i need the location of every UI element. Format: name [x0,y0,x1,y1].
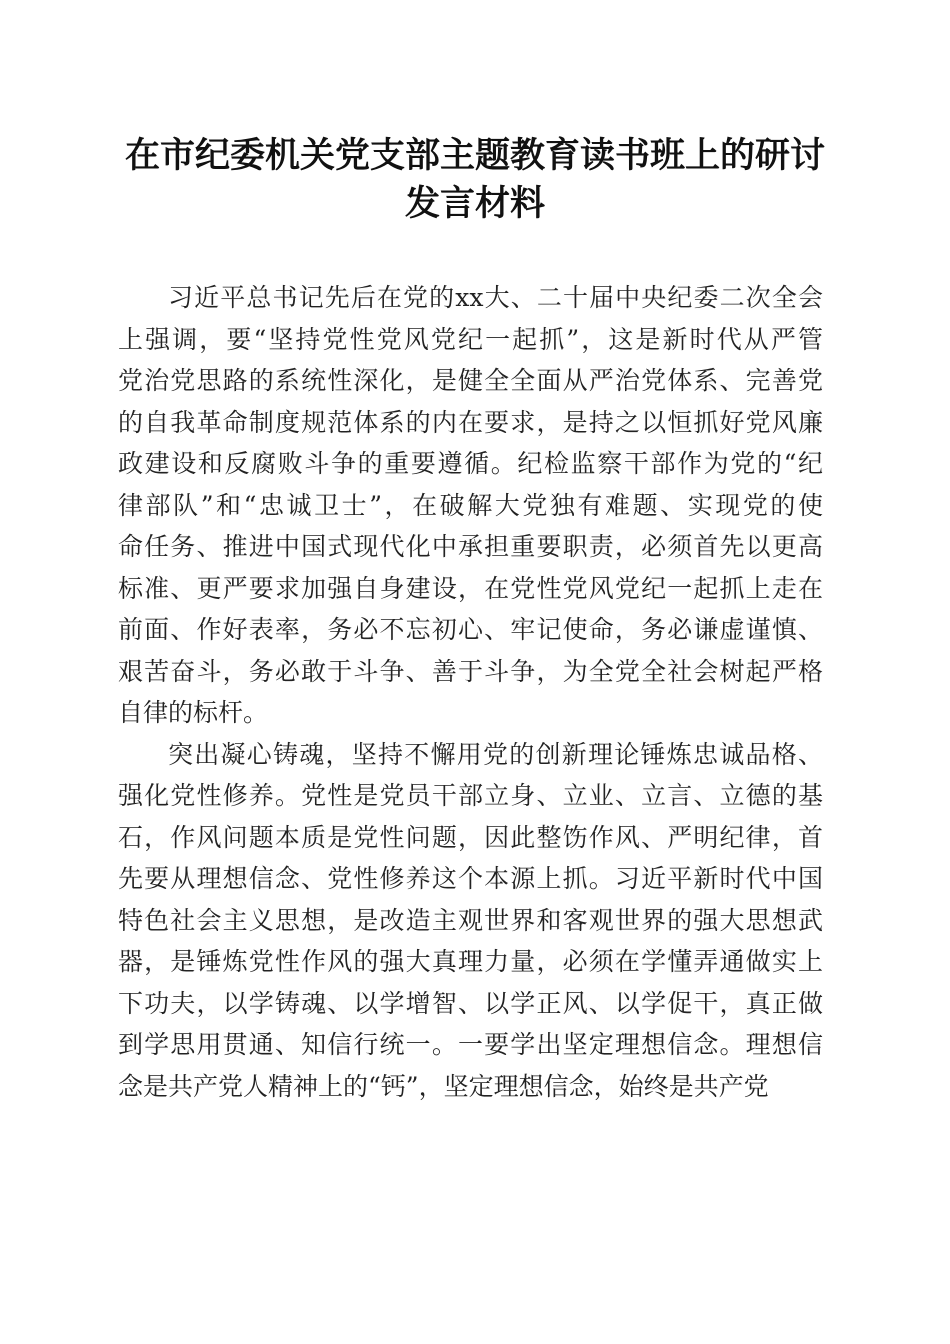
paragraph [118,734,823,1108]
title-line: 发言材料 [404,183,545,224]
paragraph-line: 的自我革命制度规范体系的内在要求，是持之以恒抓好党风廉 [118,407,823,437]
paragraph [118,277,823,734]
paragraph-line: 特色社会主义思想，是改造主观世界和客观世界的强大思想武 [118,905,823,935]
paragraph-line: 器，是锤炼党性作风的强大真理力量，必须在学懂弄通做实上 [118,947,823,976]
paragraph-line: 前面、作好表率，务必不忘初心、牢记使命，务必谦虚谨慎、 [118,615,823,644]
paragraph-line: 习近平总书记先后在党的xx大、二十届中央纪委二次全会 [168,283,823,312]
paragraph-line: 上强调，要“坚持党性党风党纪一起抓”，这是新时代从严管 [118,324,823,354]
paragraph-line: 党治党思路的系统性深化，是健全全面从严治党体系、完善党 [118,366,823,395]
paragraph-line: 下功夫，以学铸魂、以学增智、以学正风、以学促干，真正做 [118,988,823,1018]
paragraph-line: 政建设和反腐败斗争的重要遵循。纪检监察干部作为党的“纪 [118,449,823,478]
paragraph-line: 命任务、推进中国式现代化中承担重要职责，必须首先以更高 [118,532,823,561]
document-body [118,277,823,1107]
paragraph-line: 标准、更严要求加强自身建设，在党性党风党纪一起抓上走在 [118,573,823,603]
paragraph-line: 石，作风问题本质是党性问题，因此整饬作风、严明纪律，首 [118,822,823,852]
document-title [110,132,840,228]
paragraph-line: 律部队”和“忠诚卫士”，在破解大党独有难题、实现党的使 [118,490,823,520]
paragraph-line: 念是共产党人精神上的“钙”，坚定理想信念，始终是共产党 [118,1071,769,1101]
paragraph-line: 自律的标杆。 [118,698,269,727]
title-line: 在市纪委机关党支部主题教育读书班上的研讨 [124,135,825,176]
paragraph-line: 强化党性修养。党性是党员干部立身、立业、立言、立德的基 [118,781,823,810]
paragraph-line: 艰苦奋斗，务必敢于斗争、善于斗争，为全党全社会树起严格 [118,656,823,686]
paragraph-line: 突出凝心铸魂，坚持不懈用党的创新理论锤炼忠诚品格、 [168,739,823,769]
paragraph-line: 到学思用贯通、知信行统一。一要学出坚定理想信念。理想信 [118,1030,823,1059]
paragraph-line: 先要从理想信念、党性修养这个本源上抓。习近平新时代中国 [118,864,823,893]
